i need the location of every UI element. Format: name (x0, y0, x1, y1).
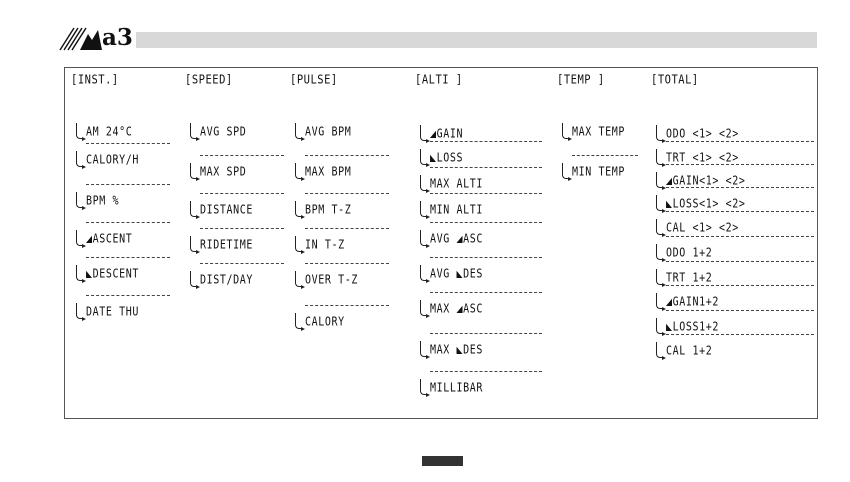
column-header: [SPEED] (185, 73, 233, 87)
menu-item-label: CAL 1+2 (666, 345, 713, 359)
menu-item (656, 269, 816, 289)
menu-item (420, 125, 544, 145)
dashed-separator (200, 263, 284, 264)
menu-item (190, 163, 286, 183)
menu-item (190, 271, 286, 291)
menu-item (76, 123, 172, 143)
menu-item-label: MIN ALTI (430, 204, 483, 218)
column-header: [PULSE] (290, 73, 338, 87)
menu-item-label: MAX TEMP (572, 126, 625, 140)
menu-item-label: ◢GAIN (430, 128, 464, 142)
menu-item-label: OVER T-Z (305, 274, 358, 288)
tree-branch-arrow-icon (76, 151, 82, 167)
menu-item-label: TRT <1> <2> (666, 152, 739, 166)
dashed-separator (666, 164, 814, 165)
tree-branch-arrow-icon (190, 271, 196, 287)
menu-item-label: DATE THU (86, 306, 139, 320)
tree-branch-arrow-icon (420, 201, 426, 217)
tree-branch-arrow-icon (562, 123, 568, 139)
tree-branch-arrow-icon (295, 313, 301, 329)
dashed-separator (666, 236, 814, 237)
tree-branch-arrow-icon (656, 149, 662, 165)
dashed-separator (430, 292, 542, 293)
menu-item-label: ◣LOSS<1> <2> (666, 198, 746, 212)
tree-branch-arrow-icon (420, 230, 426, 246)
menu-item (562, 163, 640, 183)
tree-branch-arrow-icon (420, 379, 426, 395)
menu-item-label: ◢ASCENT (86, 233, 133, 247)
menu-item (420, 341, 544, 361)
dashed-separator (200, 155, 284, 156)
tree-branch-arrow-icon (420, 125, 426, 141)
dashed-separator (666, 334, 814, 335)
tree-branch-arrow-icon (295, 201, 301, 217)
tree-branch-arrow-icon (656, 342, 662, 358)
dashed-separator (430, 193, 542, 194)
menu-item (295, 236, 391, 256)
dashed-separator (86, 222, 170, 223)
menu-item-label: MAX ◣DES (430, 344, 483, 358)
dashed-separator (430, 371, 542, 372)
menu-item (562, 123, 640, 143)
menu-item (420, 265, 544, 285)
menu-item (76, 265, 172, 285)
tree-branch-arrow-icon (420, 265, 426, 281)
menu-item (76, 192, 172, 212)
menu-item-label: ODO <1> <2> (666, 128, 739, 142)
dashed-separator (666, 261, 814, 262)
menu-item (295, 163, 391, 183)
tree-branch-arrow-icon (656, 269, 662, 285)
menu-item (295, 313, 391, 333)
footer-bar (422, 456, 463, 466)
menu-item (656, 125, 816, 145)
menu-item-label: MILLIBAR (430, 382, 483, 396)
menu-item (190, 123, 286, 143)
tree-branch-arrow-icon (562, 163, 568, 179)
tree-branch-arrow-icon (295, 163, 301, 179)
tree-branch-arrow-icon (190, 201, 196, 217)
menu-item-label: RIDETIME (200, 239, 253, 253)
menu-item-label: MAX ALTI (430, 178, 483, 192)
menu-item-label: AVG SPD (200, 126, 247, 140)
tree-branch-arrow-icon (295, 271, 301, 287)
menu-item-label: CAL <1> <2> (666, 222, 739, 236)
column-header: [TOTAL] (651, 73, 699, 87)
menu-item-label: DISTANCE (200, 204, 253, 218)
menu-item-label: DIST/DAY (200, 274, 253, 288)
menu-item (656, 342, 816, 362)
tree-branch-arrow-icon (295, 236, 301, 252)
menu-item (656, 195, 816, 215)
menu-item (295, 271, 391, 291)
tree-branch-arrow-icon (656, 293, 662, 309)
menu-item (420, 300, 544, 320)
dashed-separator (666, 285, 814, 286)
tree-branch-arrow-icon (656, 195, 662, 211)
menu-item (76, 230, 172, 250)
tree-branch-arrow-icon (656, 244, 662, 260)
menu-item-label: BPM T-Z (305, 204, 352, 218)
menu-item-label: ◣LOSS1+2 (666, 321, 719, 335)
menu-item-label: ODO 1+2 (666, 247, 713, 261)
tree-branch-arrow-icon (76, 303, 82, 319)
menu-item-label: IN T-Z (305, 239, 345, 253)
menu-item (190, 201, 286, 221)
menu-item-label: MIN TEMP (572, 166, 625, 180)
menu-item (656, 318, 816, 338)
menu-item-label: CALORY/H (86, 154, 139, 168)
menu-item-label: AVG BPM (305, 126, 352, 140)
menu-item (295, 123, 391, 143)
menu-item (420, 379, 544, 399)
menu-item-label: MAX BPM (305, 166, 352, 180)
menu-item (420, 175, 544, 195)
tree-branch-arrow-icon (76, 123, 82, 139)
dashed-separator (666, 211, 814, 212)
dashed-separator (305, 155, 389, 156)
menu-item-label: TRT 1+2 (666, 272, 713, 286)
menu-item-label: CALORY (305, 316, 345, 330)
dashed-separator (430, 333, 542, 334)
tree-branch-arrow-icon (656, 125, 662, 141)
dashed-separator (200, 228, 284, 229)
dashed-separator (86, 184, 170, 185)
tree-branch-arrow-icon (76, 192, 82, 208)
dashed-separator (86, 257, 170, 258)
menu-item-label: ◣DESCENT (86, 268, 139, 282)
tree-branch-arrow-icon (76, 265, 82, 281)
dashed-separator (430, 141, 542, 142)
tree-branch-arrow-icon (420, 341, 426, 357)
menu-item (656, 172, 816, 192)
column-header: [INST.] (71, 73, 119, 87)
menu-item (656, 149, 816, 169)
menu-item-label: MAX SPD (200, 166, 247, 180)
dashed-separator (305, 228, 389, 229)
dashed-separator (430, 222, 542, 223)
dashed-separator (572, 155, 638, 156)
menu-item (76, 151, 172, 171)
tree-branch-arrow-icon (420, 149, 426, 165)
tree-branch-arrow-icon (656, 172, 662, 188)
tree-branch-arrow-icon (76, 230, 82, 246)
dashed-separator (666, 141, 814, 142)
menu-item (420, 149, 544, 169)
dashed-separator (430, 257, 542, 258)
menu-item-label: AM 24°C (86, 126, 133, 140)
menu-item-label: AVG ◢ASC (430, 233, 483, 247)
menu-item-label: MAX ◢ASC (430, 303, 483, 317)
menu-item (76, 303, 172, 323)
dashed-separator (430, 167, 542, 168)
tree-branch-arrow-icon (656, 219, 662, 235)
menu-item-label: ◢GAIN1+2 (666, 296, 719, 310)
tree-branch-arrow-icon (190, 123, 196, 139)
menu-item-label: ◢GAIN<1> <2> (666, 175, 746, 189)
tree-branch-arrow-icon (656, 318, 662, 334)
menu-item-label: BPM % (86, 195, 120, 209)
dashed-separator (200, 193, 284, 194)
dashed-separator (86, 143, 170, 144)
tree-branch-arrow-icon (190, 236, 196, 252)
dashed-separator (86, 295, 170, 296)
tree-branch-arrow-icon (295, 123, 301, 139)
menu-item (190, 236, 286, 256)
header-bar (136, 32, 817, 48)
brand-logo-text: a3 (102, 24, 133, 51)
tree-branch-arrow-icon (420, 300, 426, 316)
dashed-separator (666, 310, 814, 311)
menu-item (295, 201, 391, 221)
menu-item (420, 201, 544, 221)
dashed-separator (305, 263, 389, 264)
column-header: [TEMP ] (557, 73, 605, 87)
dashed-separator (666, 187, 814, 188)
menu-item-label: AVG ◣DES (430, 268, 483, 282)
tree-branch-arrow-icon (190, 163, 196, 179)
tree-branch-arrow-icon (420, 175, 426, 191)
dashed-separator (305, 193, 389, 194)
menu-item-label: ◣LOSS (430, 152, 464, 166)
dashed-separator (305, 305, 389, 306)
menu-item (420, 230, 544, 250)
column-header: [ALTI ] (415, 73, 463, 87)
